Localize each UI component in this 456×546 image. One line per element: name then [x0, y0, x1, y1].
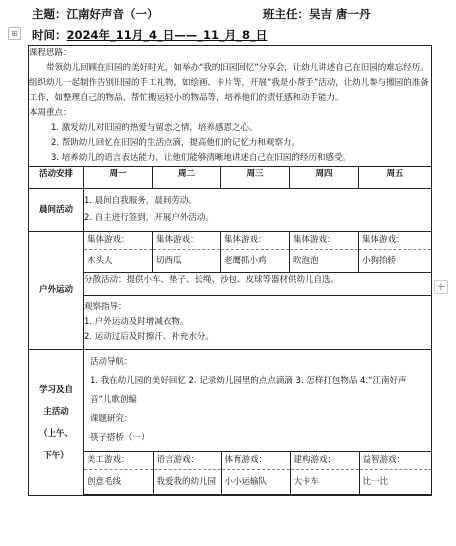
time-heading	[32, 27, 267, 43]
game-type: 集体游戏：	[290, 232, 358, 250]
teacher-names: 吴吉 唐一丹	[309, 7, 371, 21]
day-header: 周一	[84, 167, 153, 189]
area-type: 建构游戏：	[291, 452, 359, 470]
area-name: 比一比	[362, 477, 389, 487]
area-name: 我爱我的幼儿园	[156, 477, 217, 487]
intro-row	[29, 46, 432, 167]
game-type: 集体游戏：	[359, 232, 431, 250]
course-idea-heading: 课程思路：	[29, 48, 72, 58]
guide-item: 2. 运动过后及时擦汗、补充水分。	[84, 332, 214, 342]
morning-row	[29, 189, 432, 232]
weekly-plan-table	[28, 45, 432, 496]
day-header: 周五	[359, 167, 432, 189]
theme-value: 江南好声音（一）	[66, 7, 159, 21]
outdoor-game-cell	[84, 232, 153, 273]
area-game-cell	[84, 452, 153, 495]
game-name: 老鹰抓小鸡	[224, 256, 267, 266]
guide-title: 观察指导：	[84, 302, 127, 312]
nav-text: 1. 我在幼儿园的美好回忆 2. 记录幼儿园里的点点滴滴 3. 怎样打包物品 4.“江南好声音”儿歌创编	[90, 376, 407, 405]
area-type: 语言游戏：	[154, 452, 221, 470]
area-games-table	[84, 451, 432, 495]
dispersed-activity: 分散活动：提供小车、垫子、长绳、沙包、皮球等器材供幼儿自选。	[84, 273, 432, 296]
observation-guide-cell	[84, 296, 432, 350]
intro-cell	[29, 46, 432, 167]
outdoor-game-cell	[359, 232, 432, 273]
study-label-line: 学习及自	[38, 384, 73, 395]
study-label-line: （上午、	[38, 428, 73, 439]
goal-item: 1. 激发幼儿对旧园的热爱与留恋之情，培养感恩之心。	[51, 123, 258, 133]
day-header: 周四	[290, 167, 359, 189]
morning-cell	[84, 189, 432, 232]
outdoor-games-row	[29, 232, 432, 273]
area-type: 美工游戏：	[84, 452, 153, 470]
area-game-cell	[221, 452, 290, 495]
day-header: 周三	[221, 167, 290, 189]
area-game-cell	[290, 452, 359, 495]
area-name: 小小运输队	[224, 477, 268, 487]
weekly-focus-heading: 本周重点：	[29, 108, 72, 118]
area-name: 大卡车	[293, 477, 320, 487]
area-name: 创意毛线	[87, 477, 122, 487]
activity-navigation	[84, 350, 431, 451]
morning-item: 1. 晨间自我服务，晨间劳动。	[84, 196, 197, 206]
study-label	[29, 350, 84, 496]
schedule-label: 活动安排	[29, 167, 84, 189]
study-row	[29, 350, 432, 496]
game-name: 小狗抬轿	[362, 256, 397, 266]
guide-item: 1. 户外运动及时增减衣物。	[84, 317, 189, 327]
morning-label: 晨间活动	[29, 189, 84, 232]
nav-title: 活动导航：	[90, 357, 133, 367]
outdoor-game-cell	[153, 232, 221, 273]
theme-label: 主题：	[32, 7, 67, 21]
outdoor-game-cell	[221, 232, 290, 273]
teacher-label: 班主任：	[263, 7, 309, 21]
outdoor-guide-row	[29, 296, 432, 350]
study-label-line: 下午）	[43, 450, 69, 461]
area-type: 益智游戏：	[360, 452, 433, 470]
game-type: 集体游戏：	[221, 232, 289, 250]
study-cell	[84, 350, 432, 496]
research-text: 筷子搭桥（一）	[90, 433, 150, 443]
game-name: 吹泡泡	[293, 256, 319, 266]
course-idea-text: 带领幼儿回顾在旧园的美好时光，如举办“我的旧园回忆”分享会，让幼儿讲述自己在旧园的难忘经历。组织幼儿一起制作告别旧园的手工礼物，如绘画、卡片等，开展“我是小帮手”活动，让幼儿参与搬园的准备工作，如整理自己的物品、帮忙搬运轻小的物品等，培养他们的责任感和动手能力。	[29, 63, 429, 103]
morning-item: 2. 自主进行签到，开展户外活动。	[84, 213, 214, 223]
game-name: 木头人	[87, 256, 113, 266]
teacher-heading	[263, 6, 371, 22]
game-name: 切西瓜	[156, 256, 182, 266]
outdoor-dispersed-row	[29, 273, 432, 296]
outdoor-game-cell	[290, 232, 359, 273]
time-range: 2024年_11月_4_日——_11_月_8_日	[66, 28, 268, 42]
area-game-cell	[153, 452, 221, 495]
time-label: 时间：	[32, 28, 67, 42]
table-move-handle-icon[interactable]: ⊞	[8, 27, 21, 40]
area-game-cell	[359, 452, 432, 495]
day-header: 周二	[153, 167, 221, 189]
research-title: 课题研究：	[90, 414, 133, 424]
game-type: 集体游戏：	[84, 232, 152, 250]
game-type: 集体游戏：	[153, 232, 220, 250]
schedule-header-row	[29, 167, 432, 189]
theme-heading	[32, 6, 159, 22]
area-type: 体育游戏：	[222, 452, 290, 470]
goal-item: 2. 帮助幼儿回忆在旧园的生活点滴，提高他们的记忆力和观察力。	[51, 138, 300, 148]
outdoor-label: 户外运动	[29, 232, 84, 350]
study-label-line: 主活动	[43, 406, 69, 417]
add-column-icon[interactable]: +	[434, 280, 448, 294]
goal-item: 3. 培养幼儿的语言表达能力，让他们能够清晰地讲述自己在旧园的经历和感受。	[51, 153, 351, 163]
